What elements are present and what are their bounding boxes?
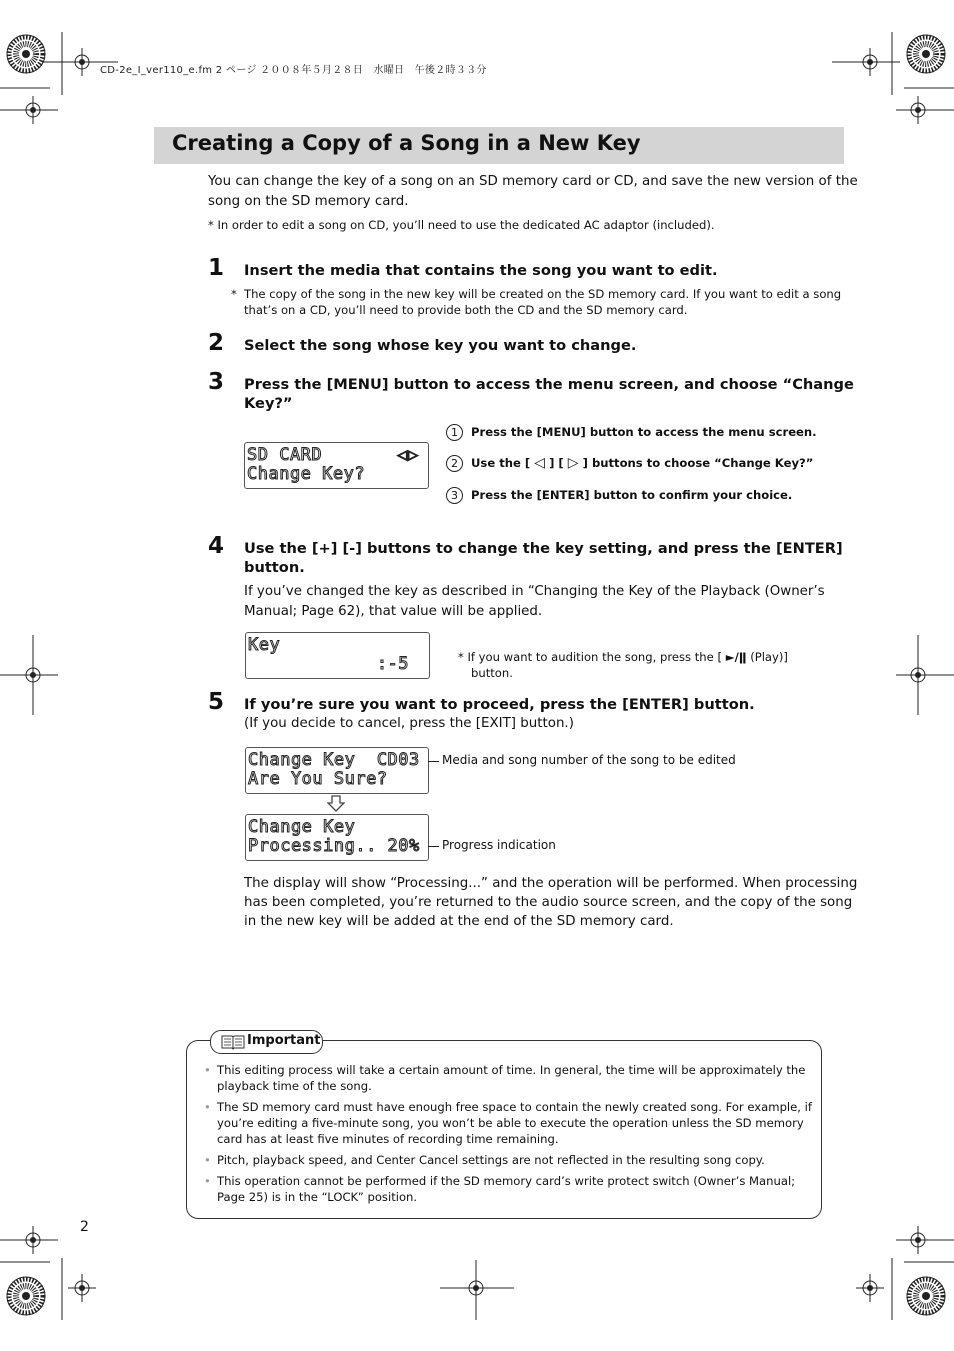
callout-leader-1 [428,761,439,762]
file-header-line: CD-2e_I_ver110_e.fm 2 ページ ２００８年５月２８日 水曜日 午後２時３３分 [100,65,487,76]
step-4-number: 4 [208,533,225,559]
page-title: Creating a Copy of a Song in a New Key [172,131,641,155]
step-5-body-line-2: has been completed, you’re returned to the audio source screen, and the copy of the song [244,895,853,910]
step-4-note-line-2: button. [471,666,513,680]
lcd-processing [245,814,429,861]
step-3-number: 3 [208,369,225,395]
step-5-sub: (If you decide to cancel, press the [EXIT] button.) [244,716,574,731]
step-5-heading: If you’re sure you want to proceed, press the [ENTER] button. [244,696,755,713]
step-3-heading-line-1: Press the [MENU] button to access the menu screen, and choose “Change [244,376,854,393]
circled-number: 2 [446,455,463,472]
step-1-number: 1 [208,255,225,281]
callout-leader-2 [428,846,439,847]
important-item-3: • Pitch, playback speed, and Center Cancel settings are not reflected in the resulting song copy. [217,1152,765,1168]
callout-media-song: Media and song number of the song to be edited [442,753,736,767]
page-number: 2 [80,1219,89,1235]
important-item-1: • This editing process will take a certain amount of time. In general, the time will be approximately the playback time of the song. [217,1062,805,1094]
step-4-body-line-1: If you’ve changed the key as described in “Changing the Key of the Playback (Owner’s [244,584,825,599]
lcd-key-value [245,632,430,679]
step-1-note-line-1: The copy of the song in the new key will be created on the SD memory card. If you want to edit a song [244,287,842,301]
step-5-number: 5 [208,689,225,715]
step-2-number: 2 [208,330,225,356]
step-5-body-line-1: The display will show “Processing...” and the operation will be performed. When processing [244,876,858,891]
intro-line-2: song on the SD memory card. [208,194,409,209]
lcd-line-1: Key [248,635,281,655]
important-item-2: • The SD memory card must have enough free space to contain the newly created song. For example, if you’re editing a five-minute song, you won’t be able to execute the operation unless the SD memory card has at least five minutes of recording time remaining. [217,1099,812,1147]
lcd-line-2: Are You Sure? [248,769,388,789]
callout-progress: Progress indication [442,838,556,852]
step-1-heading: Insert the media that contains the song you want to edit. [244,262,718,279]
step-4-heading-line-2: button. [244,559,305,576]
lcd-line-1: Change Key [248,817,356,837]
play-pause-icon: ►/ǁ [725,650,747,664]
lcd-change-key-menu [244,442,429,489]
lcd-line-1: Change Key CD03 [248,750,420,770]
step-3-sub-3: 3 Press the [ENTER] button to confirm your choice. [446,487,792,504]
lcd-line-2: Processing.. 20% [248,836,420,856]
left-arrow-icon: ◁ [534,455,546,471]
step-4-note-line-1: * If you want to audition the song, press the [ ►/ǁ (Play)] [458,650,788,664]
lcd-line-2: :-5 [248,654,410,674]
intro-note: * In order to edit a song on CD, you’ll need to use the dedicated AC adaptor (included). [208,218,715,232]
step-3-sub-1: 1 Press the [MENU] button to access the menu screen. [446,424,817,441]
step-3-sub-2: 2 Use the [ ◁ ] [ ▷ ] buttons to choose “Change Key?” [446,455,813,472]
book-icon [221,1034,245,1050]
step-2-heading: Select the song whose key you want to change. [244,337,637,354]
step-1-note-line-2: that’s on a CD, you’ll need to provide both the CD and the SD memory card. [244,303,688,317]
lcd-line-1: SD CARD ◁▷ [247,445,419,465]
right-arrow-icon: ▷ [567,455,579,471]
circled-number: 3 [446,487,463,504]
down-arrow-icon [327,795,345,813]
important-item-4: • This operation cannot be performed if the SD memory card’s write protect switch (Owner’s Manual; Page 25) is in the “LOCK” position. [217,1173,795,1205]
step-5-body-line-3: in the new key will be added at the end of the SD memory card. [244,914,674,929]
lcd-line-2: Change Key? [247,464,366,484]
step-3-heading-line-2: Key?” [244,395,293,412]
lcd-confirm [245,747,429,794]
intro-line-1: You can change the key of a song on an SD memory card or CD, and save the new version of the [208,174,858,189]
step-1-note-mark: * [231,287,237,301]
important-label: Important [247,1033,321,1048]
step-4-body-line-2: Manual; Page 62), that value will be applied. [244,604,543,619]
circled-number: 1 [446,424,463,441]
step-4-heading-line-1: Use the [+] [-] buttons to change the key setting, and press the [ENTER] [244,540,843,557]
